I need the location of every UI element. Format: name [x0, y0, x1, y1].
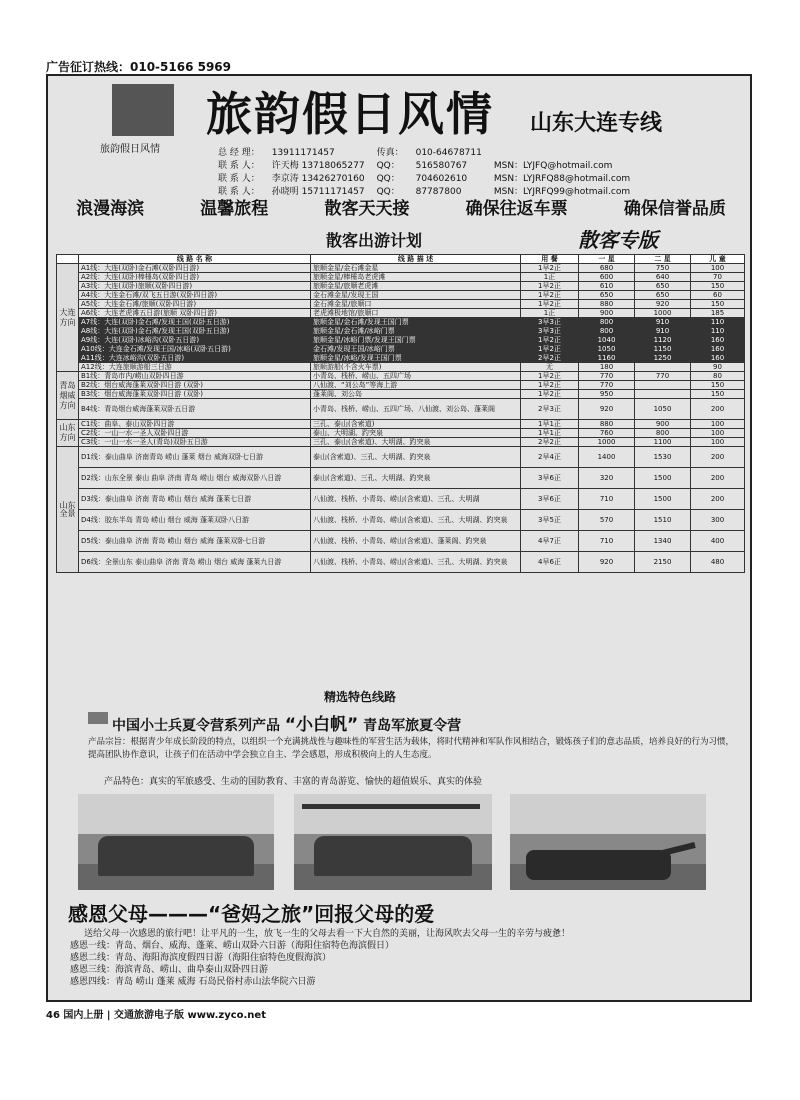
table-cell: A4线：大连金石滩/双飞五日游(双卧四日游) [79, 291, 311, 300]
table-cell: 910 [635, 327, 691, 336]
table-cell: 小青岛、栈桥、崂山、五四广场 [311, 372, 521, 381]
table-cell: 1510 [635, 510, 691, 531]
table-cell: 3早3正 [521, 318, 579, 327]
table-row [57, 309, 745, 318]
gratitude-route: 感恩三线：海滨青岛、崂山、曲阜泰山双卧四日游 [70, 965, 269, 975]
table-cell: 640 [635, 273, 691, 282]
contact-cell: QQ： [376, 174, 400, 184]
contact-cell: 704602610 [415, 174, 468, 184]
table-cell: C2线：一山一水一圣人双卧四日游 [79, 429, 311, 438]
column-header: 线 路 描 述 [311, 255, 521, 264]
table-cell: 900 [635, 420, 691, 429]
table-cell: 150 [691, 390, 745, 399]
table-cell: 710 [579, 489, 635, 510]
column-header: 二 星 [635, 255, 691, 264]
table-cell: 4早7正 [521, 531, 579, 552]
table-cell: 160 [691, 345, 745, 354]
table-cell: 610 [579, 282, 635, 291]
table-cell: C1线：曲阜、泰山双卧四日游 [79, 420, 311, 429]
table-cell: 1早2正 [521, 372, 579, 381]
contact-row [218, 161, 640, 172]
camp-photo-helicopter [294, 794, 492, 890]
table-cell: 800 [579, 318, 635, 327]
table-cell: 1150 [635, 345, 691, 354]
contact-cell: 李京涛 13426270160 [271, 174, 365, 184]
table-cell [635, 390, 691, 399]
table-cell: 760 [579, 429, 635, 438]
table-cell: C3线：一山一水一圣人(青岛)双卧五日游 [79, 438, 311, 447]
table-cell: 650 [635, 291, 691, 300]
table-cell: 100 [691, 264, 745, 273]
gratitude-route: 感恩一线：青岛、烟台、威海、蓬莱、崂山双卧六日游（海阳住宿特色海滨假日） [70, 941, 395, 951]
table-cell: 1早2正 [521, 282, 579, 291]
table-cell: 1早2正 [521, 300, 579, 309]
table-cell: 小青岛、栈桥、崂山、五四广场、八仙渡、刘公岛、蓬莱阁 [311, 399, 521, 420]
contact-cell: 孙晓明 15711171457 [271, 187, 365, 197]
table-row [57, 273, 745, 282]
table-row [57, 381, 745, 390]
table-cell: 老虎滩极地馆/旅顺口 [311, 309, 521, 318]
table-cell: 680 [579, 264, 635, 273]
table-cell: D1线：泰山曲阜 济南青岛 崂山 蓬莱 烟台 威海双卧七日游 [79, 447, 311, 468]
table-cell: D2线：山东全景 泰山 曲阜 济南 青岛 崂山 烟台 威海双卧八日游 [79, 468, 311, 489]
table-cell: 八仙渡、栈桥、小青岛、崂山(含索道)、三孔、大明湖、趵突泉 [311, 552, 521, 573]
table-cell: 320 [579, 468, 635, 489]
group-col-header [57, 255, 79, 264]
table-cell [635, 363, 691, 372]
table-cell: 1500 [635, 468, 691, 489]
table-row [57, 318, 745, 327]
table-cell: 880 [579, 300, 635, 309]
table-cell: 70 [691, 273, 745, 282]
table-cell: 1400 [579, 447, 635, 468]
table-cell: 90 [691, 363, 745, 372]
column-header: 线 路 名 称 [79, 255, 311, 264]
table-cell: 1050 [635, 399, 691, 420]
table-row [57, 345, 745, 354]
table-cell: 1正 [521, 309, 579, 318]
ad-hotline: 广告征订热线：010-5166 5969 [46, 60, 232, 74]
table-row [57, 468, 745, 489]
table-cell: 3早6正 [521, 489, 579, 510]
table-cell: 800 [579, 327, 635, 336]
table-cell: 旅顺金星/旅顺老虎滩 [311, 282, 521, 291]
table-row [57, 363, 745, 372]
table-cell: 无 [521, 363, 579, 372]
slogan: 散客天天接 [324, 199, 410, 219]
group-label: 青岛烟威方向 [57, 372, 79, 420]
table-cell: 100 [691, 429, 745, 438]
table-cell: 1正 [521, 273, 579, 282]
camp-title-highlight: “小白帆” [284, 715, 359, 735]
table-cell: A8线：大连(双卧)金石滩/发现王国(双卧五日游) [79, 327, 311, 336]
table-cell: 770 [635, 372, 691, 381]
slogan-row [48, 194, 752, 219]
table-row [57, 390, 745, 399]
table-cell: 1000 [579, 438, 635, 447]
gratitude-title: 感恩父母———“爸妈之旅”回报父母的爱 [68, 902, 435, 926]
table-cell: 80 [691, 372, 745, 381]
table-cell: 八仙渡、栈桥、小青岛、崂山(含索道)、三孔、大明湖、趵突泉 [311, 510, 521, 531]
table-cell: 150 [691, 381, 745, 390]
contact-cell: QQ： [376, 161, 400, 171]
table-row [57, 447, 745, 468]
route-title: 山东大连专线 [530, 110, 663, 136]
table-cell: 770 [579, 381, 635, 390]
contact-cell: MSN：LYJRFQ88@hotmail.com [493, 174, 631, 184]
table-row [57, 264, 745, 273]
table-cell: 950 [579, 390, 635, 399]
table-cell: 480 [691, 552, 745, 573]
table-cell: 旅顺金星/金石滩金星 [311, 264, 521, 273]
column-header: 儿 童 [691, 255, 745, 264]
table-row [57, 531, 745, 552]
table-row [57, 429, 745, 438]
table-cell: 1000 [635, 309, 691, 318]
table-cell: A1线：大连(双卧)金石滩(双卧四日游) [79, 264, 311, 273]
table-cell: B1线：青岛市内/崂山双卧四日游 [79, 372, 311, 381]
group-label: 山东方向 [57, 420, 79, 447]
table-cell: B3线：烟台威海蓬莱双卧四日游 (双卧) [79, 390, 311, 399]
table-cell: 1早1正 [521, 420, 579, 429]
page-footer: 46 国内上册 | 交通旅游电子版 www.zyco.net [46, 1010, 266, 1021]
product-features: 产品特色：真实的军旅感受、生动的国防教育、丰富的青岛游览、愉快的超值娱乐、真实的体验 [104, 777, 483, 787]
slogan: 确保信誉品质 [623, 199, 726, 219]
table-cell: 1250 [635, 354, 691, 363]
table-cell: 200 [691, 399, 745, 420]
table-cell: A10线：大连金石滩/发现王国/冰峪(双卧五日游) [79, 345, 311, 354]
table-cell: D5线：泰山曲阜 济南 青岛 崂山 烟台 威海 蓬莱双卧七日游 [79, 531, 311, 552]
table-cell: 2早3正 [521, 399, 579, 420]
table-cell: A7线：大连(双卧)金石滩/发现王国(双卧五日游) [79, 318, 311, 327]
group-label: 大连方向 [57, 264, 79, 372]
table-cell: 1160 [579, 354, 635, 363]
table-cell: 1340 [635, 531, 691, 552]
table-cell: 650 [635, 282, 691, 291]
special-label: 散客专版 [578, 228, 658, 252]
table-cell: 1050 [579, 345, 635, 354]
table-cell: 1530 [635, 447, 691, 468]
contact-cell: 010-64678711 [415, 148, 482, 158]
table-cell: 800 [635, 429, 691, 438]
contact-cell: 联 系 人： [218, 161, 260, 171]
table-cell: A6线：大连老虎滩五日游(旅顺 双卧四日游) [79, 309, 311, 318]
column-header: 一 星 [579, 255, 635, 264]
table-cell: 910 [635, 318, 691, 327]
table-cell: 金石滩/发现王国/冰峪门票 [311, 345, 521, 354]
table-cell: B2线：烟台威海蓬莱双卧四日游 (双卧) [79, 381, 311, 390]
table-row [57, 552, 745, 573]
table-cell: 300 [691, 510, 745, 531]
camp-logo-icon [88, 712, 108, 724]
table-cell: 160 [691, 336, 745, 345]
plan-title: 散客出游计划 [326, 231, 423, 250]
slogan: 浪漫海滨 [76, 199, 145, 219]
logo-caption: 旅韵假日风情 [100, 144, 160, 155]
table-row [57, 300, 745, 309]
table-cell: 三孔、泰山(含索道)、大明湖、趵突泉 [311, 438, 521, 447]
table-cell: 3早6正 [521, 468, 579, 489]
table-cell: 2早2正 [521, 354, 579, 363]
table-cell: 1早2正 [521, 336, 579, 345]
table-cell: 蓬莱阁、刘公岛 [311, 390, 521, 399]
table-cell: D3线：泰山曲阜 济南 青岛 崂山 烟台 威海 蓬莱七日游 [79, 489, 311, 510]
table-cell: 1早2正 [521, 264, 579, 273]
contact-cell: QQ： [376, 187, 400, 197]
table-cell: 1100 [635, 438, 691, 447]
camp-title-suffix: 青岛军旅夏令营 [358, 718, 462, 734]
slogan: 温馨旅程 [200, 199, 269, 219]
table-cell: A5线：大连金石滩/旅顺(双卧四日游) [79, 300, 311, 309]
table-cell: 泰山(含索道)、三孔、大明湖、趵突泉 [311, 468, 521, 489]
table-cell: D6线：全景山东 泰山曲阜 济南 青岛 崂山 烟台 威海 蓬莱九日游 [79, 552, 311, 573]
table-cell: 八仙渡、“刘公岛”等海上游 [311, 381, 521, 390]
table-cell: 185 [691, 309, 745, 318]
table-cell: 4早6正 [521, 552, 579, 573]
contact-cell: 联 系 人： [218, 174, 260, 184]
table-cell: 旅顺金星/棒棰岛老虎滩 [311, 273, 521, 282]
table-cell: 600 [579, 273, 635, 282]
table-cell: A11线：大连冰峪沟(双卧五日游) [79, 354, 311, 363]
featured-routes-title: 精选特色线路 [324, 690, 397, 704]
table-cell: 旅顺金星/金石滩/冰峪门票 [311, 327, 521, 336]
table-cell: 旅顺金星/金石滩/发现王国门票 [311, 318, 521, 327]
table-cell: 三孔、泰山(含索道) [311, 420, 521, 429]
table-row [57, 354, 745, 363]
table-row [57, 336, 745, 345]
table-cell: 110 [691, 318, 745, 327]
table-cell: 2早2正 [521, 438, 579, 447]
table-cell: 570 [579, 510, 635, 531]
gratitude-intro: 送给父母一次感恩的旅行吧！让平凡的一生，放飞一生的父母去看一下大自然的美丽，让海风吹去父母一生的辛劳与疲惫！ [84, 929, 571, 939]
tour-plan-table [56, 254, 745, 573]
camp-title [112, 710, 461, 735]
table-row [57, 327, 745, 336]
logo-mark-icon [112, 84, 174, 136]
table-cell: 泰山、大明湖、趵突泉 [311, 429, 521, 438]
table-cell: 920 [635, 300, 691, 309]
table-cell: 200 [691, 489, 745, 510]
camp-photo-ship [78, 794, 274, 890]
camp-title-prefix: 中国小士兵夏令营系列产品 [112, 718, 285, 734]
table-row [57, 291, 745, 300]
table-cell: A12线：大连旅顺游船三日游 [79, 363, 311, 372]
table-cell: 900 [579, 309, 635, 318]
table-cell: 150 [691, 300, 745, 309]
table-cell: 110 [691, 327, 745, 336]
column-header: 用 餐 [521, 255, 579, 264]
table-cell: 2早4正 [521, 447, 579, 468]
table-cell: 100 [691, 438, 745, 447]
table-cell: 泰山(含索道)、三孔、大明湖、趵突泉 [311, 447, 521, 468]
table-cell: 3早5正 [521, 510, 579, 531]
product-purpose: 产品宗旨：根据青少年成长阶段的特点，以组织一个充满挑战性与趣味性的军营生活为载体，将时代精神和军队作风相结合，锻炼孩子们的意志品质，培养良好的行为习惯，提高团队协作意识，让孩子们在活动中学会独立自主、学会感恩，形成积极向上的人生态度。 [88, 737, 735, 760]
gratitude-route: 感恩二线：青岛、海阳海滨度假四日游（海阳住宿特色度假海滨） [70, 953, 332, 963]
table-row [57, 510, 745, 531]
contact-cell: 13911171457 [271, 148, 335, 158]
contact-table [216, 146, 642, 200]
table-cell: 金石滩金星/旅顺口 [311, 300, 521, 309]
camp-photo-tank [510, 794, 706, 890]
contact-cell [494, 148, 640, 159]
table-cell: 160 [691, 354, 745, 363]
table-cell [635, 381, 691, 390]
table-cell: 650 [579, 291, 635, 300]
contact-cell: 联 系 人： [218, 187, 260, 197]
table-cell: A9线：大连(双卧)冰峪沟(双卧五日游) [79, 336, 311, 345]
table-cell: 100 [691, 420, 745, 429]
table-row [57, 438, 745, 447]
brand-logo [100, 84, 200, 156]
slogan: 确保往返车票 [465, 199, 568, 219]
table-row [57, 489, 745, 510]
table-cell: 920 [579, 552, 635, 573]
table-cell: A2线：大连(双卧)棒棰岛(双卧四日游) [79, 273, 311, 282]
table-cell: 710 [579, 531, 635, 552]
table-cell: 1早2正 [521, 381, 579, 390]
table-cell: 八仙渡、栈桥、小青岛、崂山(含索道)、蓬莱阁、趵突泉 [311, 531, 521, 552]
table-cell: 1120 [635, 336, 691, 345]
table-cell: D4线：胶东半岛 青岛 崂山 烟台 威海 蓬莱双卧八日游 [79, 510, 311, 531]
table-cell: 金石滩金星/发现王国 [311, 291, 521, 300]
table-cell: 880 [579, 420, 635, 429]
contact-cell: 516580767 [415, 161, 468, 171]
contact-row [218, 174, 640, 185]
table-row [57, 420, 745, 429]
table-cell: 60 [691, 291, 745, 300]
ad-frame [46, 74, 752, 1002]
table-cell: 旅顺金星/冰峪/发现王国门票 [311, 354, 521, 363]
brand-title: 旅韵假日风情 [206, 87, 494, 141]
table-row [57, 372, 745, 381]
table-cell: 2150 [635, 552, 691, 573]
table-cell: 八仙渡、栈桥、小青岛、崂山(含索道)、三孔、大明湖 [311, 489, 521, 510]
table-row [57, 399, 745, 420]
table-row [57, 282, 745, 291]
table-cell: 180 [579, 363, 635, 372]
contact-cell: MSN：LYJRFQ99@hotmail.com [493, 187, 631, 197]
table-cell: 200 [691, 447, 745, 468]
contact-cell: 许天梅 13718065277 [271, 161, 365, 171]
table-cell: 400 [691, 531, 745, 552]
contact-cell: 87787800 [415, 187, 462, 197]
table-cell: 200 [691, 468, 745, 489]
gratitude-route-list [70, 940, 394, 988]
table-cell: A3线：大连(双卧)旅顺(双卧四日游) [79, 282, 311, 291]
table-cell: 150 [691, 282, 745, 291]
table-cell: 1040 [579, 336, 635, 345]
table-cell: 920 [579, 399, 635, 420]
table-cell: B4线：青岛烟台威海蓬莱双卧五日游 [79, 399, 311, 420]
contact-row [218, 148, 640, 159]
contact-cell: 总 经 理： [218, 148, 260, 158]
table-cell: 旅顺金星/冰峪门票/发现王国门票 [311, 336, 521, 345]
group-label: 山东全景 [57, 447, 79, 573]
table-cell: 1早2正 [521, 345, 579, 354]
table-cell: 3早3正 [521, 327, 579, 336]
table-cell: 750 [635, 264, 691, 273]
table-cell: 770 [579, 372, 635, 381]
contact-cell: MSN：LYJFQ@hotmail.com [493, 161, 613, 171]
table-cell: 1500 [635, 489, 691, 510]
gratitude-route: 感恩四线：青岛 崂山 蓬莱 威海 石岛民俗村赤山法华院六日游 [70, 977, 316, 987]
table-cell: 1早2正 [521, 390, 579, 399]
contact-cell: 传真： [376, 148, 404, 158]
table-cell: 1早2正 [521, 291, 579, 300]
table-cell: 1早1正 [521, 429, 579, 438]
table-cell: 旅顺游船(不含火车票) [311, 363, 521, 372]
